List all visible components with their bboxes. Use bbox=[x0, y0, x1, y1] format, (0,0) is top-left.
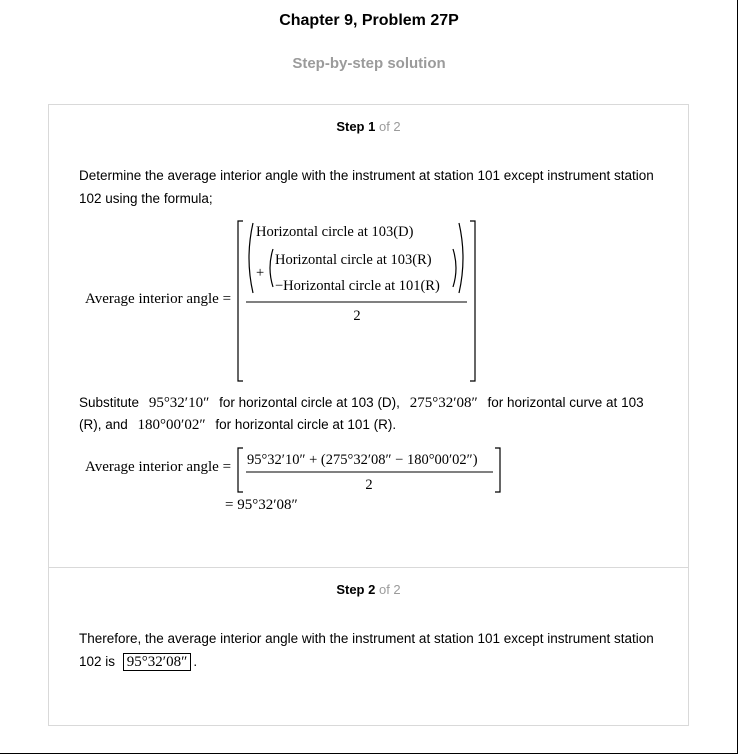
solution-subtitle: Step-by-step solution bbox=[292, 55, 446, 72]
conclusion-end: . bbox=[193, 654, 198, 669]
step-1-count: of 2 bbox=[378, 119, 401, 134]
substitute-text-1: for horizontal circle at 103 (D), bbox=[219, 395, 400, 410]
value-103-d: 95°32′10″ bbox=[148, 395, 210, 411]
calc-lhs: Average interior angle = bbox=[85, 459, 232, 475]
substitute-text-2: for horizontal curve at 103 (R), and bbox=[79, 395, 644, 432]
conclusion-text: Therefore, the average interior angle with the instrument at station 101 except instrument station 102 is bbox=[79, 631, 654, 669]
value-101-r: 180°00′02″ bbox=[137, 417, 206, 433]
step-2-conclusion bbox=[79, 627, 664, 674]
formula-lhs: Average interior angle = bbox=[85, 291, 232, 307]
formula-plus: + bbox=[256, 265, 265, 281]
calc-result: = 95°32′08″ bbox=[225, 497, 298, 513]
step-1-label: Step 1 bbox=[336, 119, 376, 134]
value-103-r: 275°32′08″ bbox=[409, 395, 478, 411]
formula-denominator: 2 bbox=[353, 308, 361, 324]
formula-term-2: Horizontal circle at 103(R) bbox=[275, 252, 432, 268]
step-1-intro: Determine the average interior angle with the instrument at station 101 except instrument station 102 using the formula; bbox=[79, 168, 654, 206]
substitute-text-3: for horizontal circle at 101 (R). bbox=[215, 417, 397, 432]
step-divider bbox=[49, 567, 688, 568]
average-formula bbox=[237, 217, 482, 387]
solution-card bbox=[48, 104, 689, 726]
step-1-header bbox=[49, 119, 688, 134]
step-2-count: of 2 bbox=[378, 582, 401, 597]
chapter-title: Chapter 9, Problem 27P bbox=[279, 12, 459, 29]
answer-box: 95°32′08″ bbox=[123, 653, 192, 671]
step-2-header bbox=[49, 582, 688, 597]
calc-fraction bbox=[237, 445, 507, 497]
calc-numerator: 95°32′10″ + (275°32′08″ − 180°00′02″) bbox=[247, 452, 478, 468]
formula-term-1: Horizontal circle at 103(D) bbox=[256, 224, 414, 240]
step-2-label: Step 2 bbox=[336, 582, 376, 597]
formula-term-3: −Horizontal circle at 101(R) bbox=[275, 278, 440, 294]
step-1-substitute bbox=[79, 392, 664, 436]
substitute-word: Substitute bbox=[79, 395, 140, 410]
calc-denominator: 2 bbox=[365, 477, 373, 493]
